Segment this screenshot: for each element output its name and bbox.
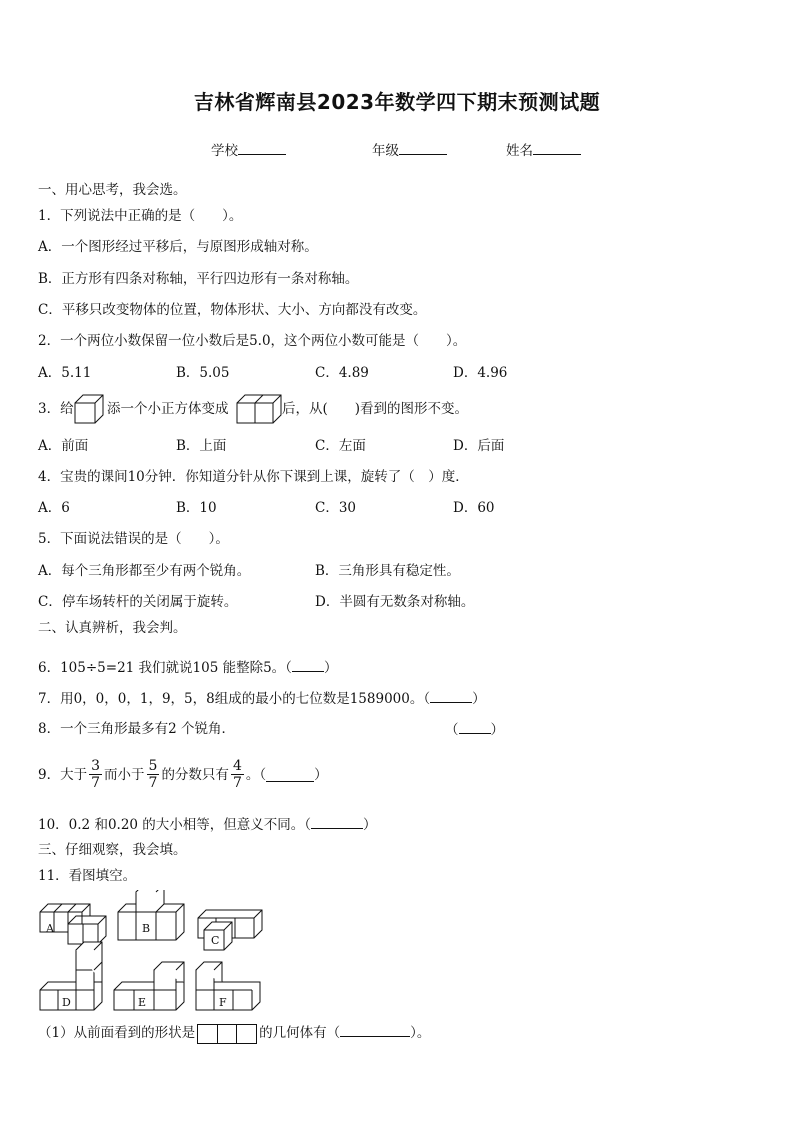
option-c[interactable]: C．4.89 bbox=[315, 365, 369, 381]
front-view-icon bbox=[197, 1024, 257, 1044]
option-a[interactable]: A．6 bbox=[38, 500, 70, 516]
question-text: 的分数只有 bbox=[161, 766, 229, 783]
option-d[interactable]: D．4.96 bbox=[453, 365, 508, 381]
option-a[interactable]: A．5.11 bbox=[38, 365, 92, 381]
question-text: 9．大于 bbox=[38, 766, 88, 783]
name-label: 姓名 bbox=[506, 143, 533, 159]
question-text: （1）从前面看到的形状是 bbox=[38, 1025, 196, 1041]
paren-close: ） bbox=[490, 722, 504, 738]
option-a[interactable]: A．每个三角形都至少有两个锐角。 bbox=[38, 563, 251, 579]
question-7 bbox=[38, 689, 486, 708]
fraction bbox=[231, 758, 244, 791]
figure-label: B bbox=[142, 922, 151, 935]
answer-blank[interactable] bbox=[430, 689, 472, 703]
paren-close: ） bbox=[472, 691, 486, 707]
paren-close: ） bbox=[363, 817, 377, 833]
option-d[interactable]: D．半圆有无数条对称轴。 bbox=[315, 594, 475, 610]
cube-figures bbox=[38, 890, 378, 1014]
figure-e-icon bbox=[114, 962, 184, 1010]
answer-blank[interactable] bbox=[266, 768, 314, 782]
question-text: 的几何体有（ bbox=[259, 1025, 341, 1041]
question-stem: 1．下列说法中正确的是（ ）。 bbox=[38, 208, 243, 224]
question-text: 而小于 bbox=[104, 766, 145, 783]
figure-label: A bbox=[46, 922, 54, 935]
question-8-answer bbox=[445, 720, 504, 739]
option-c[interactable]: C．30 bbox=[315, 500, 357, 516]
answer-blank[interactable] bbox=[311, 815, 363, 829]
figure-label: C bbox=[211, 934, 220, 947]
section-heading: 二、认真辨析，我会判。 bbox=[38, 620, 187, 636]
name-field bbox=[506, 141, 581, 160]
paren-open: （ bbox=[445, 722, 459, 738]
option-a[interactable]: A．前面 bbox=[38, 438, 89, 454]
numerator: 5 bbox=[148, 758, 158, 774]
paren-close: ） bbox=[323, 660, 338, 676]
denominator: 7 bbox=[148, 775, 158, 791]
option-c[interactable]: C．停车场转杆的关闭属于旋转。 bbox=[38, 594, 238, 610]
school-field bbox=[211, 141, 286, 160]
grade-blank[interactable] bbox=[399, 141, 447, 155]
option-b[interactable]: B．正方形有四条对称轴，平行四边形有一条对称轴。 bbox=[38, 271, 359, 287]
fraction bbox=[89, 758, 102, 791]
answer-blank[interactable] bbox=[340, 1023, 410, 1037]
question-stem: 11．看图填空。 bbox=[38, 868, 137, 884]
figure-b-icon bbox=[118, 890, 184, 940]
answer-blank[interactable] bbox=[459, 720, 491, 734]
figure-label: D bbox=[62, 996, 71, 1009]
figure-d-icon bbox=[40, 942, 102, 1010]
section-heading: 三、仔细观察，我会填。 bbox=[38, 842, 187, 858]
grade-field bbox=[372, 141, 447, 160]
question-text: 6．105÷5=21 我们就说105 能整除5。（ bbox=[38, 660, 292, 676]
option-b[interactable]: B．三角形具有稳定性。 bbox=[315, 563, 460, 579]
option-b[interactable]: B．上面 bbox=[176, 438, 227, 454]
question-10 bbox=[38, 815, 377, 834]
two-cube-figure-icon bbox=[74, 394, 104, 426]
figure-f-icon bbox=[196, 962, 260, 1010]
paren-close: ） bbox=[314, 766, 328, 783]
q3-post: 后，从( )看到的图形不变。 bbox=[282, 401, 469, 417]
figure-label: E bbox=[138, 996, 147, 1009]
numerator: 3 bbox=[91, 758, 101, 774]
q3-mid: 添一个小正方体变成 bbox=[107, 401, 229, 417]
question-9 bbox=[38, 758, 328, 791]
question-text: 10．0.2 和0.20 的大小相等，但意义不同。（ bbox=[38, 817, 312, 833]
school-label: 学校 bbox=[211, 143, 238, 159]
answer-blank[interactable] bbox=[292, 658, 324, 672]
figure-label: F bbox=[219, 996, 227, 1009]
option-b[interactable]: B．5.05 bbox=[176, 365, 230, 381]
option-b[interactable]: B．10 bbox=[176, 500, 217, 516]
question-stem: 2．一个两位小数保留一位小数后是5.0，这个两位小数可能是（ ）。 bbox=[38, 333, 467, 349]
question-text: 。（ bbox=[245, 766, 267, 783]
paren-close: ）。 bbox=[410, 1025, 431, 1041]
option-c[interactable]: C．左面 bbox=[315, 438, 366, 454]
question-8: 8．一个三角形最多有2 个锐角． bbox=[38, 721, 235, 737]
denominator: 7 bbox=[91, 775, 101, 791]
denominator: 7 bbox=[232, 775, 242, 791]
page-title: 吉林省辉南县2023年数学四下期末预测试题 bbox=[193, 90, 601, 114]
option-d[interactable]: D．60 bbox=[453, 500, 495, 516]
option-d[interactable]: D．后面 bbox=[453, 438, 505, 454]
numerator: 4 bbox=[232, 758, 242, 774]
section-heading: 一、用心思考，我会选。 bbox=[38, 182, 187, 198]
question-stem: 5．下面说法错误的是（ ）。 bbox=[38, 531, 229, 547]
option-c[interactable]: C．平移只改变物体的位置，物体形状、大小、方向都没有改变。 bbox=[38, 302, 427, 318]
question-11-sub1 bbox=[38, 1023, 430, 1044]
fraction bbox=[147, 758, 160, 791]
q3-pre: 3．给 bbox=[38, 401, 74, 417]
grade-label: 年级 bbox=[372, 143, 399, 159]
three-cube-figure-icon bbox=[236, 394, 282, 426]
question-stem: 4．宝贵的课间10分钟．你知道分针从你下课到上课，旋转了（ ）度． bbox=[38, 469, 469, 485]
figure-c-icon bbox=[198, 910, 262, 950]
name-blank[interactable] bbox=[533, 141, 581, 155]
option-a[interactable]: A．一个图形经过平移后，与原图形成轴对称。 bbox=[38, 239, 318, 255]
question-6 bbox=[38, 658, 337, 677]
question-text: 7．用0，0，0，1，9，5，8组成的最小的七位数是1589000。（ bbox=[38, 691, 431, 707]
school-blank[interactable] bbox=[238, 141, 286, 155]
